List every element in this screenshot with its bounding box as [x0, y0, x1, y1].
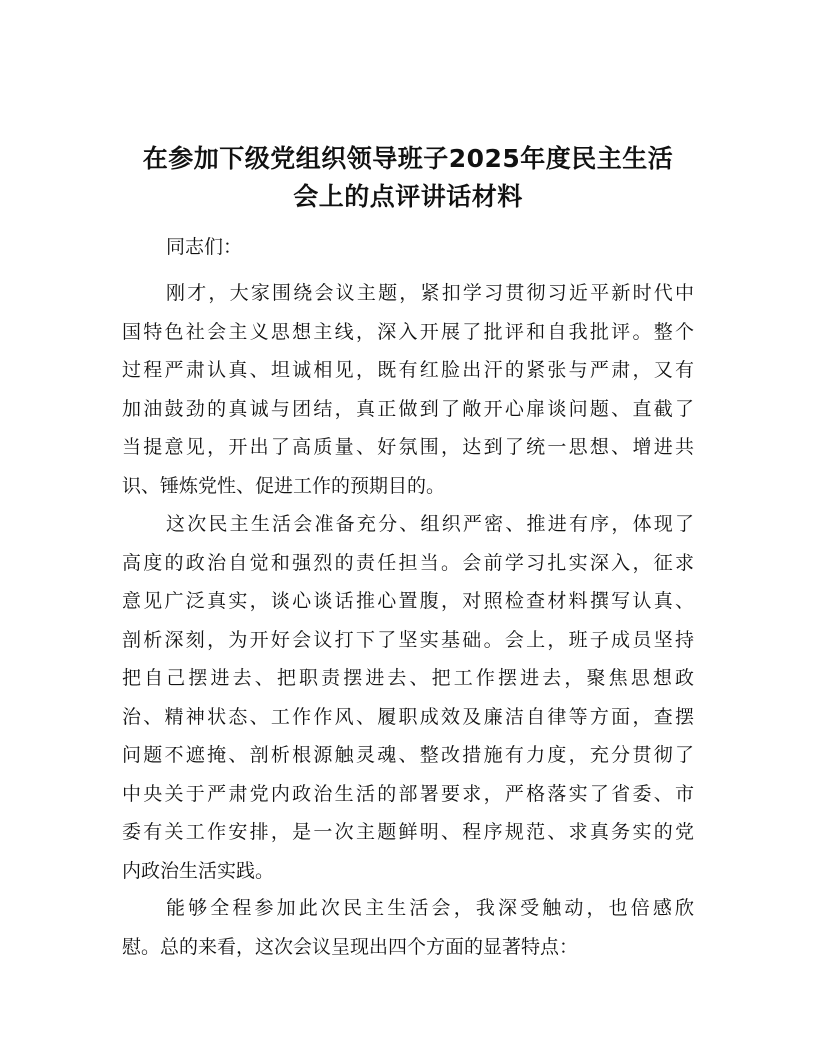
- paragraph-line: 把自己摆进去、把职责摆进去、把工作摆进去，聚焦思想政: [122, 667, 694, 689]
- salutation-text: 同志们：: [166, 236, 243, 258]
- paragraph-line: 意见广泛真实，谈心谈话推心置腹，对照检查材料撰写认真、: [122, 590, 694, 612]
- paragraph-line: 中央关于严肃党内政治生活的部署要求，严格落实了省委、市: [122, 782, 694, 805]
- paragraph-line: 治、精神状态、工作作风、履职成效及廉洁自律等方面，查摆: [122, 705, 694, 728]
- paragraph-line: 国特色社会主义思想主线，深入开展了批评和自我批评。整个: [122, 320, 694, 343]
- paragraph-line: 过程严肃认真、坦诚相见，既有红脸出汗的紧张与严肃，又有: [122, 359, 694, 381]
- paragraph-1: [122, 274, 694, 505]
- title-line: 在参加下级党组织领导班子2025年度民主生活: [142, 144, 674, 173]
- title-line: 会上的点评讲话材料: [293, 182, 523, 211]
- paragraph-line: 高度的政治自觉和强烈的责任担当。会前学习扎实深入，征求: [122, 551, 694, 574]
- paragraph-2: [122, 505, 694, 890]
- paragraph-line: 刚才，大家围绕会议主题，紧扣学习贯彻习近平新时代中: [166, 282, 694, 304]
- paragraph-line: 问题不遮掩、剖析根源触灵魂、整改措施有力度，充分贯彻了: [122, 744, 694, 766]
- paragraph-3: [122, 889, 694, 966]
- paragraph-line: 剖析深刻，为开好会议打下了坚实基础。会上，班子成员坚持: [122, 628, 694, 651]
- salutation: [122, 228, 694, 267]
- paragraph-line: 能够全程参加此次民主生活会，我深受触动，也倍感欣: [166, 897, 694, 919]
- paragraph-line: 识、锤炼党性、促进工作的预期目的。: [122, 474, 446, 497]
- paragraph-line: 内政治生活实践。: [122, 859, 275, 882]
- paragraph-line: 这次民主生活会准备充分、组织严密、推进有序，体现了: [166, 513, 694, 535]
- paragraph-line: 当提意见，开出了高质量、好氛围，达到了统一思想、增进共: [122, 436, 694, 458]
- paragraph-line: 委有关工作安排，是一次主题鲜明、程序规范、求真务实的党: [122, 821, 694, 843]
- document-title: [100, 140, 716, 216]
- paragraph-line: 慰。总的来看，这次会议呈现出四个方面的显著特点：: [122, 935, 579, 958]
- paragraph-line: 加油鼓劲的真诚与团结，真正做到了敞开心扉谈问题、直截了: [122, 397, 694, 420]
